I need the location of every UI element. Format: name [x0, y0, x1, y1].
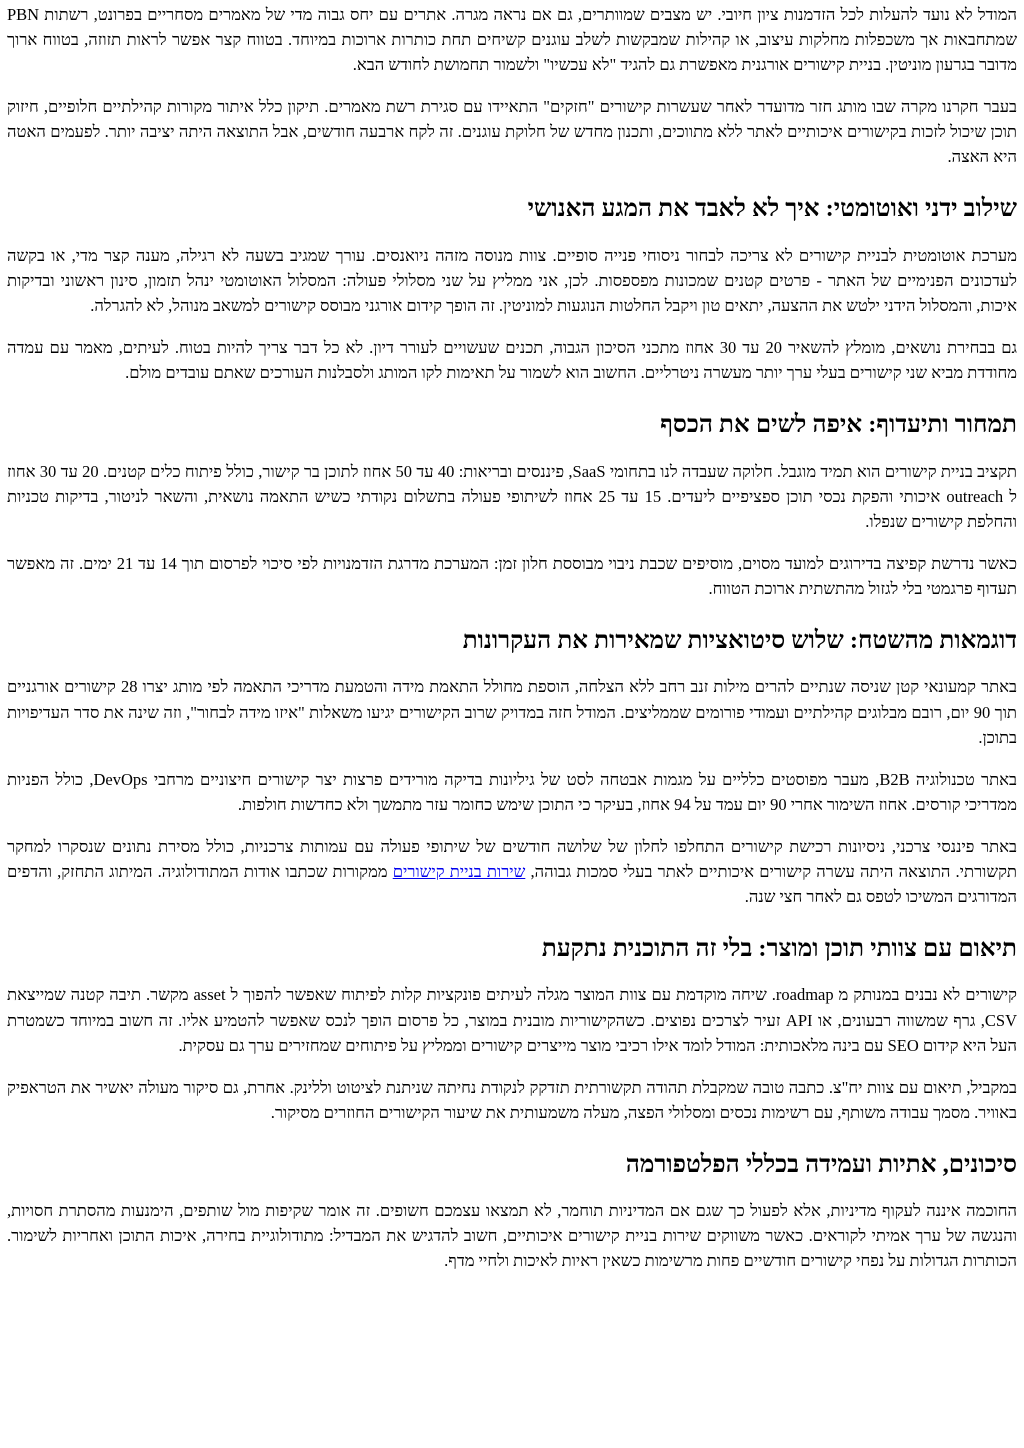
intro-paragraph-2: בעבר חקרנו מקרה שבו מותג חזר מדועדר לאחר שעשרות קישורים "חזקים" התאיידו עם סגירת רשת מאמרים. תיקון כלל איתור מקורות קהילתיים חלופיים, חיזוק תוכן שיכול לזכות בקישורים איכותיים לאתר ללא מתווכים, ותכנון מחדש של חלוקת עוגנים. זה לקח ארבעה חודשים, אבל התוצאה היתה יציבה יותר. לפעמים האטה היא האצה. [7, 97, 1017, 167]
paragraph: כאשר נדרשת קפיצה בדירוגים למועד מסוים, מוסיפים שכבת ניבוי מבוססת חלון זמן: המערכת מדרגת הזדמנויות לפי סיכוי לפרסום תוך 14 עד 21 ימים. זה מאפשר תעדוף פרגמטי בלי לגזול מהתשתית ארוכת הטווח. [7, 553, 1018, 598]
section-heading-manual-automatic: שילוב ידני ואוטומטי: איך לא לאבד את המגע האנושי [527, 195, 1017, 223]
paragraph: באתר טכנולוגיה B2B, מעבר מפוסטים כלליים על מגמות אבטחה לסט של גיליונות בדיקה מורידים פרצות יצר קישורים חיצוניים מרחבי DevOps, כולל הפניות ממדריכי קורסים. אחוז השימור אחרי 90 יום עמד על 94 אחוז, בעיקר כי התוכן שימש כחומר עזר מתמשך ולא כחדשות חולפות. [7, 769, 1018, 814]
paragraph-text: באתר פיננסי צרכני, ניסיונות רכישת קישורים התחלפו לחלון של שלושה חודשים של שיתופי פעולה עם עמותות צרכניות, כולל מסירת נתונים שנסקרו למחקר תקשורתי. התוצאה היתה עשרה קישורים איכותיים לאתר בעלי סמכות גבוהה, [7, 836, 1017, 881]
paragraph: במקביל, תיאום עם צוות יח"צ. כתבה טובה שמקבלת תהודה תקשורתית תזדקק לנקודת נחיתה שניתנת לציטוט וללינק. אחרת, גם סיקור מעולה יאשיר את הטראפיק באוויר. מסמך עבודה משותף, עם רשימות נכסים ומסלולי הפצה, מעלה משמעותית את שיעור הקישורים החוזרים מסיקור. [7, 1077, 1017, 1122]
paragraph-with-link [7, 834, 1017, 909]
paragraph: מערכת אוטומטית לבניית קישורים לא צריכה לבחור ניסוחי פנייה סופיים. צוות מנוסה מזהה ניואנסים. עורך שמגיב בשעה לא רגילה, מענה קצר מדי, או בקשה לעדכונים הפנימיים של האתר - פרטים קטנים שמכונות מפספסות. לכן, אני ממליץ על שני מסלולי פעולה: המסלול האוטומטי ינהל תזמון, סינון ראשוני ובדיקות איכות, והמסלול הידני ילטש את ההצעה, יתאים טון ויקבל החלטות הנוגעות למוניטין. זה הופך קידום אורגני מבוסס קישורים למשאב מנוהל, לא להגרלה. [7, 245, 1017, 316]
paragraph-text: ממקורות שכתבו אודות המתודולוגיה. המיתוג התחזק, והדפים המדורגים המשיכו לטפס גם לאחר חצי שנה. [7, 861, 1017, 906]
paragraph: קישורים לא נבנים במנותק מ roadmap. שיחה מוקדמת עם צוות המוצר מגלה לעיתים פונקציות קלות לפיתוח שאפשר להפוך ל asset מקשר. תיבה קטנה שמייצאת CSV, גרף שמשווה רבעונים, או API זעיר לצרכים נפוצים. כשהקישוריות מובנית במוצר, כל פרסום הופך לנכס שאפשר להטמיע אליו. זה חשוב במיוחד כשמטרת העל היא קידום SEO עם בינה מלאכותית: המודל לומד אילו רכיבי מוצר מייצרים קישורים וממליץ על פיתוחים שמחזירים ערך גם עסקית. [7, 985, 1017, 1055]
paragraph: תקציב בניית קישורים הוא תמיד מוגבל. חלוקה שעבדה לנו בתחומי SaaS, פיננסים ובריאות: 40 עד 50 אחוז לתוכן בר קישור, כולל פיתוח כלים קטנים. 20 עד 30 אחוז ל outreach איכותי והפקת נכסי תוכן ספציפיים ליעדים. 15 עד 25 אחוז לשיתופי פעולה בתשלום נקודתי כשיש התאמה נושאית, והשאר לניטור, בדיקות טכניות והחלפת קישורים שנפלו. [7, 461, 1018, 531]
paragraph: באתר קמעונאי קטן שניסה שנתיים להרים מילות זנב רחב ללא הצלחה, הוספת מחולל התאמת מידה והטמעת מדריכי התאמה לפי מותג יצרו 28 קישורים אורגניים תוך 90 יום, רובם מבלוגים קהילתיים ועמודי פורומים שממליצים. המודל חזה במדויק שרוב הקישורים יגיעו משאלות "איזו מידה לבחור", וזה שינה את סדר העדיפויות בתוכן. [7, 677, 1017, 747]
section-heading-field-examples: דוגמאות מהשטח: שלוש סיטואציות שמאירות את העקרונות [462, 627, 1017, 655]
intro-paragraph-1: המודל לא נועד להעלות לכל הזדמנות ציון חיובי. יש מצבים שמוותרים, גם אם נראה מגרה. אתרים עם יחס גבוה מדי של מאמרים מסחריים בפרונט, רשתות PBN שמתחבאות אך משכפלות מחלקות עיצוב, או קהילות שמבקשות לשלב עוגנים קשיחים תחת כותרות ארוכות במיוחד. בטווח קצר אפשר לראות תזוזה, בטווח ארוך מדובר בגרעון מוניטין. בניית קישורים אורגנית מאפשרת גם להגיד "לא עכשיו" ולשמור תחמושת לחודש הבא. [7, 5, 1017, 75]
section-heading-content-product-coordination: תיאום עם צוותי תוכן ומוצר: בלי זה התוכנית נתקעת [541, 935, 1017, 963]
section-heading-pricing-prioritization: תמחור ותיעדוף: איפה לשים את הכסף [660, 411, 1017, 439]
link-building-service-link[interactable]: שירות בניית קישורים [392, 861, 526, 881]
section-heading-risks-ethics: סיכונים, אתיות ועמידה בכללי הפלטפורמה [625, 1150, 1017, 1178]
paragraph: גם בבחירת נושאים, מומלץ להשאיר 20 עד 30 אחוז מתכני הסיכון הגבוה, תכנים שעשויים לעורר דיון. לא כל דבר צריך להיות בטוח. לעיתים, מאמר עם עמדה מחודדת מביא שני קישורים בעלי ערך יותר מעשרה ניטרליים. החשוב הוא לשמור על תאימות לקו המותג ולסבלנות העורכים שאתם עובדים מולם. [7, 338, 1017, 383]
document-page [0, 2, 1024, 1273]
paragraph: החוכמה איננה לעקוף מדיניות, אלא לפעול כך שגם אם המדיניות תוחמר, לא תמצאו עצמכם חשופים. זה אומר שקיפות מול שותפים, הימנעות מהסתרת חסויות, והנגשה של ערך אמיתי לקוראים. כאשר משווקים שירות בניית קישורים איכותיים, חשוב להדגיש את המבדיל: מתודולוגיית בחירה, איכות התוכן ואחריות לשימור. הכותרות הגדולות על נפחי קישורים חודשיים פחות מרשימות כשאין ראיות לאיכות ולחיי מדף. [7, 1201, 1017, 1271]
